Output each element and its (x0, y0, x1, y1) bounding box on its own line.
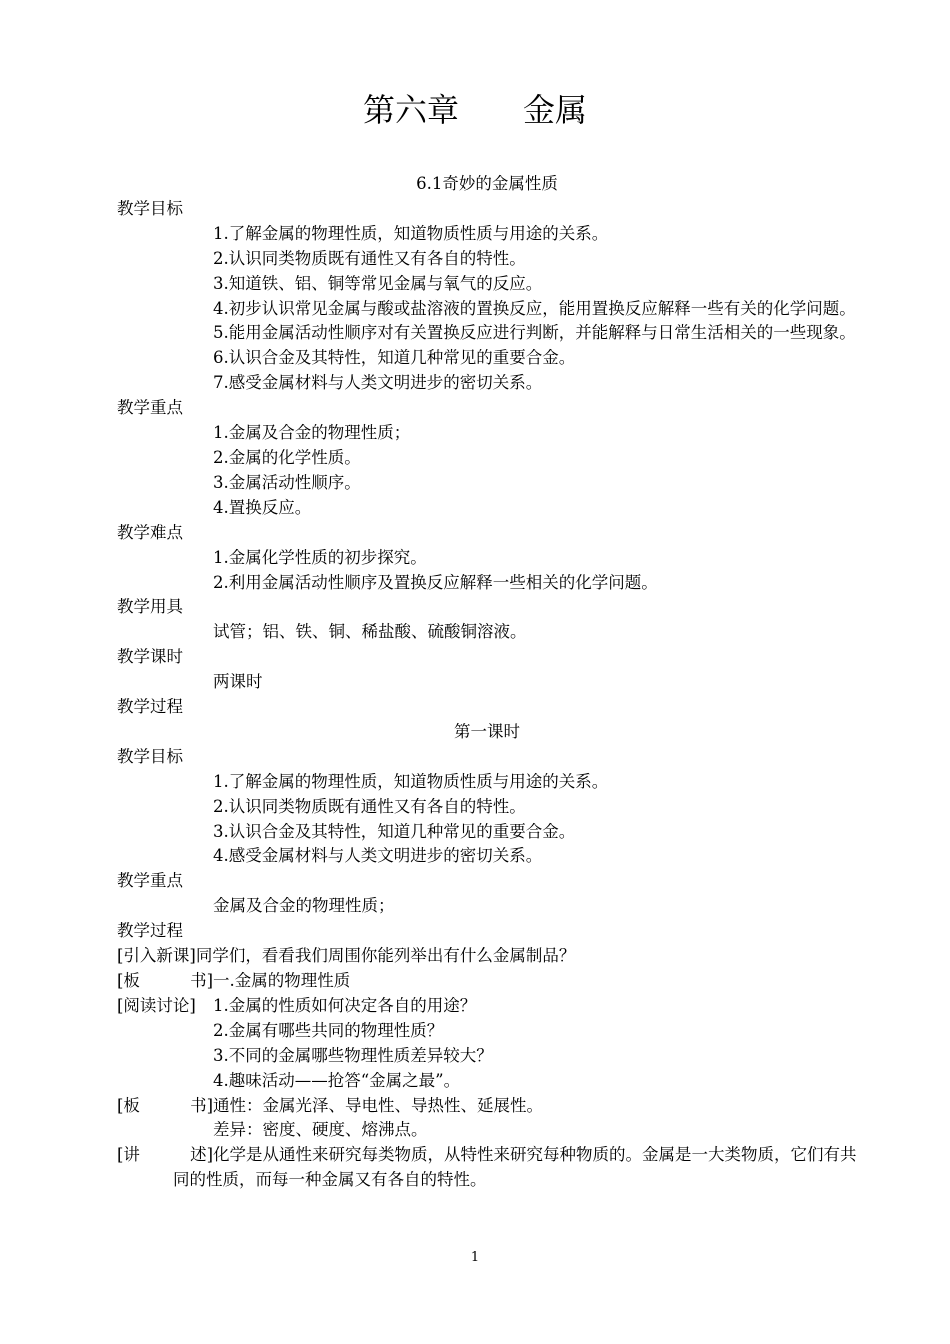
document-body (117, 172, 857, 1193)
board2-text-2: 差异：密度、硬度、熔沸点。 (213, 1120, 428, 1140)
board1-text: 一.金属的物理性质 (213, 971, 351, 990)
lesson1-key-text: 金属及合金的物理性质； (213, 896, 395, 916)
lesson1-goal-item: 2.认识同类物质既有通性又有各自的特性。 (213, 796, 526, 816)
difficult-point: 1.金属化学性质的初步探究。 (213, 547, 427, 567)
goal-item: 2.认识同类物质既有通性又有各自的特性。 (213, 248, 526, 268)
board2-row (117, 1094, 857, 1119)
goal-item: 4.初步认识常见金属与酸或盐溶液的置换反应，能用置换反应解释一些有关的化学问题。 (213, 298, 856, 318)
chapter-title: 第六章 金属 (362, 91, 587, 129)
difficult-label: 教学难点 (117, 522, 183, 542)
lesson1-goals-label: 教学目标 (117, 746, 183, 766)
board2-tag (117, 1094, 213, 1119)
board1-tag-close: 书] (190, 971, 213, 990)
lecture-tag-open: [讲 (117, 1145, 140, 1165)
goal-item: 1.了解金属的物理性质，知道物质性质与用途的关系。 (213, 223, 609, 243)
lesson1-key-label: 教学重点 (117, 871, 183, 891)
lesson1-goal-item: 4.感受金属材料与人类文明进步的密切关系。 (213, 846, 543, 866)
lesson1-title: 第一课时 (454, 721, 520, 741)
intro-row (117, 944, 857, 969)
intro-text: 同学们，看看我们周围你能列举出有什么金属制品？ (195, 946, 576, 966)
tools-text: 试管；铝、铁、铜、稀盐酸、硫酸铜溶液。 (213, 622, 527, 642)
hours-label: 教学课时 (117, 647, 183, 667)
tools-label: 教学用具 (117, 597, 183, 617)
section-title: 6.1奇妙的金属性质 (416, 174, 558, 193)
board2-tag-close: 书] (190, 1095, 213, 1115)
reading-item: 3.不同的金属哪些物理性质差异较大？ (213, 1045, 493, 1065)
goals-label: 教学目标 (117, 198, 183, 218)
key-point: 1.金属及合金的物理性质； (213, 423, 411, 443)
page-number: 1 (470, 1250, 480, 1265)
key-point: 4.置换反应。 (213, 497, 312, 517)
board1-tag-open: [板 (117, 971, 140, 990)
lesson1-process-label: 教学过程 (117, 921, 183, 941)
process-label: 教学过程 (117, 697, 183, 717)
difficult-point: 2.利用金属活动性顺序及置换反应解释一些相关的化学问题。 (213, 572, 658, 592)
goal-item: 7.感受金属材料与人类文明进步的密切关系。 (213, 373, 543, 393)
lecture-tag-close: 述] (190, 1145, 213, 1165)
board1-row (117, 969, 857, 994)
key-point: 2.金属的化学性质。 (213, 447, 361, 467)
board2-tag-open: [板 (117, 1095, 140, 1115)
key-point: 3.金属活动性顺序。 (213, 472, 361, 492)
reading-row (117, 994, 857, 1019)
lecture-row (117, 1143, 857, 1193)
reading-item: 4.趣味活动——抢答“金属之最”。 (213, 1070, 461, 1090)
key-label: 教学重点 (117, 398, 183, 418)
reading-item: 1.金属的性质如何决定各自的用途？ (213, 995, 477, 1015)
intro-tag: [引入新课] (117, 946, 196, 966)
lesson1-goal-item: 3.认识合金及其特性，知道几种常见的重要合金。 (213, 821, 576, 841)
lecture-tag (117, 1143, 213, 1168)
hours-text: 两课时 (213, 672, 263, 692)
lecture-text: 化学是从通性来研究每类物质，从特性来研究每种物质的。金属是一大类物质，它们有共同的性质，而每一种金属又有各自的特性。 (173, 1145, 857, 1190)
lesson1-goal-item: 1.了解金属的物理性质，知道物质性质与用途的关系。 (213, 771, 609, 791)
goal-item: 3.知道铁、铝、铜等常见金属与氧气的反应。 (213, 273, 543, 293)
reading-tag: [阅读讨论] (117, 995, 196, 1015)
reading-item: 2.金属有哪些共同的物理性质？ (213, 1020, 444, 1040)
goal-item: 6.认识合金及其特性，知道几种常见的重要合金。 (213, 348, 576, 368)
board1-tag (117, 969, 213, 994)
goal-item: 5.能用金属活动性顺序对有关置换反应进行判断，并能解释与日常生活相关的一些现象。 (213, 323, 856, 343)
board2-text: 通性：金属光泽、导电性、导热性、延展性。 (213, 1095, 543, 1115)
